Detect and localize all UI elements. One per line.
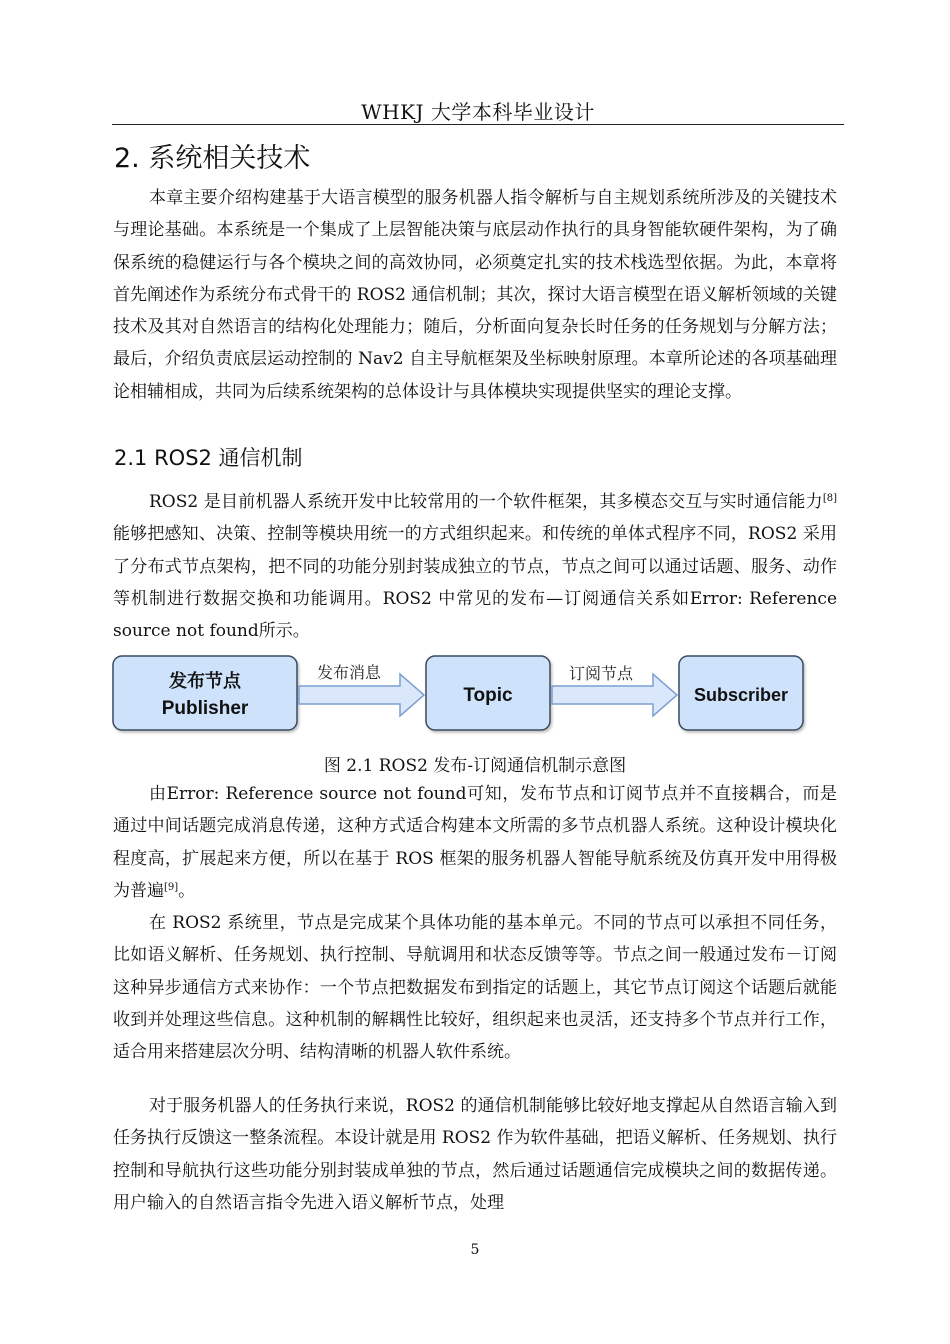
section-paragraph-4: 对于服务机器人的任务执行来说，ROS2 的通信机制能够比较好地支撑起从自然语言输入到任务执行反馈这一整条流程。本设计就是用 ROS2 作为软件基础，把语义解析、任务规划、执行控制和导航执行这些功能分别封装成单独的节点，然后通过话题通信完成模块之间的数据传递。用户输入的自然语言指令先进入语义解析节点，处理 [113,1096,837,1213]
subscribe-arrow-label: 订阅节点 [568,664,634,683]
paragraph-1-text-a: ROS2 是目前机器人系统开发中比较常用的一个软件框架，其多模态交互与实时通信能力 [149,492,823,512]
page-number: 5 [470,1242,480,1258]
subscriber-node-label: Subscriber [693,685,789,705]
chapter-intro-paragraph: 本章主要介绍构建基于大语言模型的服务机器人指令解析与自主规划系统所涉及的关键技术与理论基础。本系统是一个集成了上层智能决策与底层动作执行的具身智能软硬件架构，为了确保系统的稳健运行与各个模块之间的高效协同，必须奠定扎实的技术栈选型依据。为此，本章将首先阐述作为系统分布式骨干的 ROS2 通信机制；其次，探讨大语言模型在语义解析领域的关键技术及其对自然语言的结构化处理能力；随后，分析面向复杂长时任务的任务规划与分解方法；最后，介绍负责底层运动控制的 Nav2 自主导航框架及坐标映射原理。本章所论述的各项基础理论相辅相成，共同为后续系统架构的总体设计与具体模块实现提供坚实的理论支撑。 [113,188,837,402]
header-rule [112,124,844,125]
running-header: WHKJ 大学本科毕业设计 [361,100,595,124]
chapter-title: 2. 系统相关技术 [114,143,311,174]
paragraph-1-text-b: 能够把感知、决策、控制等模块用统一的方式组织起来。和传统的单体式程序不同，ROS2 采用了分布式节点架构，把不同的功能分别封装成独立的节点，节点之间可以通过话题、服务、动作等机制进行数据交换和功能调用。ROS2 中常见的发布—订阅通信关系如Error: Reference source not found所示。 [113,524,837,642]
section-paragraph-2 [113,778,837,907]
section-title: 2.1 ROS2 通信机制 [114,446,303,470]
paragraph-2-text-a: 由Error: Reference source not found可知，发布节点和订阅节点并不直接耦合，而是通过中间话题完成消息传递，这种方式适合构建本文所需的多节点机器人系统。这种设计模块化程度高，扩展起来方便，所以在基于 ROS 框架的服务机器人智能导航系统及仿真开发中用得极为普遍 [113,784,837,901]
figure-caption: 图 2.1 ROS2 发布-订阅通信机制示意图 [323,756,627,776]
citation-9[interactable]: [9] [164,881,179,893]
section-paragraph-3: 在 ROS2 系统里，节点是完成某个具体功能的基本单元。不同的节点可以承担不同任务，比如语义解析、任务规划、执行控制、导航调用和状态反馈等等。节点之间一般通过发布－订阅这种异步通信方式来协作：一个节点把数据发布到指定的话题上，其它节点订阅这个话题后就能收到并处理这些信息。这种机制的解耦性比较好，组织起来也灵活，还支持多个节点并行工作，适合用来搭建层次分明、结构清晰的机器人软件系统。 [113,913,837,1063]
citation-8[interactable]: [8] [822,493,837,504]
topic-node-label: Topic [463,685,513,706]
publish-arrow-label: 发布消息 [316,663,382,682]
publisher-node-label-cn: 发布节点 [169,671,241,692]
publisher-node-label-en: Publisher [161,698,249,719]
pubsub-diagram [112,652,812,738]
section-paragraph-1 [113,486,837,647]
paragraph-2-text-b: 。 [178,880,196,901]
